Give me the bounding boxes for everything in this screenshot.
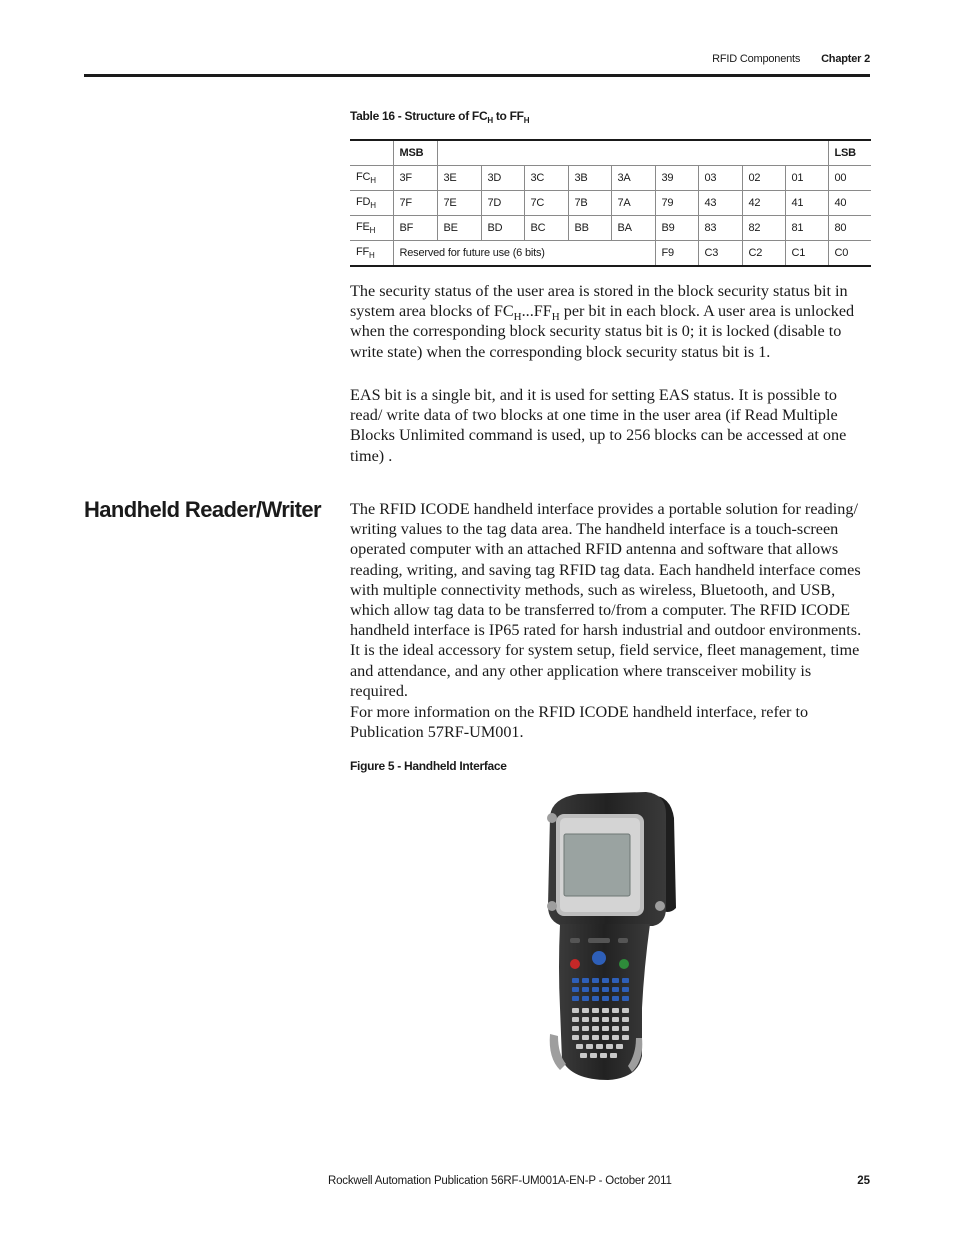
table-cell: 3E <box>437 166 481 191</box>
structure-table <box>350 139 871 267</box>
header-section-title: RFID Components <box>712 53 801 65</box>
table-cell: C2 <box>742 241 785 267</box>
table-cell: 3C <box>524 166 568 191</box>
table-cell: BC <box>524 216 568 241</box>
table-cell: 39 <box>655 166 698 191</box>
table-cell: 80 <box>828 216 871 241</box>
table-cell: 3A <box>611 166 655 191</box>
table-cell: 7C <box>524 191 568 216</box>
table-cell: 40 <box>828 191 871 216</box>
figure-caption: Figure 5 - Handheld Interface <box>350 759 507 773</box>
section-heading: Handheld Reader/Writer <box>84 497 322 522</box>
table-cell: 3D <box>481 166 524 191</box>
table-cell: 7A <box>611 191 655 216</box>
running-header <box>712 53 870 65</box>
row-label: $FE_H$ <box>350 216 393 241</box>
table-cell: 7F <box>393 191 437 216</box>
table-header-row <box>350 140 871 166</box>
table-cell: B9 <box>655 216 698 241</box>
page-number: 25 <box>857 1175 870 1187</box>
table-cell: BB <box>568 216 611 241</box>
table-cell-empty <box>350 140 393 166</box>
table-cell: 42 <box>742 191 785 216</box>
row-label: $FC_H$ <box>350 166 393 191</box>
table-cell: 41 <box>785 191 828 216</box>
table-cell: 00 <box>828 166 871 191</box>
table-row <box>350 216 871 241</box>
reserved-cell: Reserved for future use (6 bits) <box>393 241 655 267</box>
header-chapter: Chapter 2 <box>821 53 870 65</box>
table-cell: BF <box>393 216 437 241</box>
table-cell: 01 <box>785 166 828 191</box>
table-row <box>350 166 871 191</box>
table-cell: 7E <box>437 191 481 216</box>
table-cell: BA <box>611 216 655 241</box>
reference-paragraph: For more information on the RFID ICODE handheld interface, refer to Publication 57RF-UM001. <box>350 703 809 742</box>
table-cell: BE <box>437 216 481 241</box>
msb-header: MSB <box>393 140 437 166</box>
table-row <box>350 191 871 216</box>
handheld-description-paragraph: The RFID ICODE handheld interface provides a portable solution for reading/ writing values to the tag data area. The handheld interface is a touch-screen operated computer with an attached RFID antenna and software that allows reading, writing, and saving tag RFID tag data. Each handheld interface comes with multiple connectivity methods, such as wireless, Bluetooth, and USB, which allow tag data to be transferred to/from a computer. The RFID ICODE handheld interface is IP65 rated for harsh industrial and outdoor environments. It is the ideal accessory for system setup, field service, fleet management, time and attendance, and any other application where transceiver mobility is required. <box>350 500 862 700</box>
table-cell: 82 <box>742 216 785 241</box>
table-cell: 7B <box>568 191 611 216</box>
table-header-spacer <box>437 140 828 166</box>
table-cell: 79 <box>655 191 698 216</box>
header-rule <box>84 74 870 77</box>
table-caption: Table 16 - Structure of $FC_H$ to $FF_H$ <box>350 109 530 125</box>
table-cell: 3F <box>393 166 437 191</box>
table-cell: BD <box>481 216 524 241</box>
table-cell: 7D <box>481 191 524 216</box>
handheld-device-image <box>538 788 688 1088</box>
row-label: $FF_H$ <box>350 241 393 267</box>
row-label: $FD_H$ <box>350 191 393 216</box>
lsb-header: LSB <box>828 140 871 166</box>
table-cell: C1 <box>785 241 828 267</box>
table-cell: 43 <box>698 191 742 216</box>
table-cell: 03 <box>698 166 742 191</box>
table-cell: C3 <box>698 241 742 267</box>
table-cell: 81 <box>785 216 828 241</box>
table-cell: 02 <box>742 166 785 191</box>
footer-publication: Rockwell Automation Publication 56RF-UM001A-EN-P - October 2011 <box>328 1175 672 1187</box>
table-cell: 3B <box>568 166 611 191</box>
eas-paragraph: EAS bit is a single bit, and it is used for setting EAS status. It is possible to read/ write data of two blocks at one time in the user area (if Read Multiple Blocks Unlimited command is used, up to 256 blocks can be accessed at one time) . <box>350 386 847 465</box>
security-status-paragraph: The security status of the user area is stored in the block security status bit in system area blocks of $FC_H...FF_H$ per bit in each block. A user area is unlocked when the corresponding block security status bit is 0; it is locked (disable to write state) when the corresponding block security status bit is 1. <box>350 282 855 361</box>
table-cell: 83 <box>698 216 742 241</box>
table-cell: C0 <box>828 241 871 267</box>
table-row <box>350 241 871 267</box>
table-cell: F9 <box>655 241 698 267</box>
